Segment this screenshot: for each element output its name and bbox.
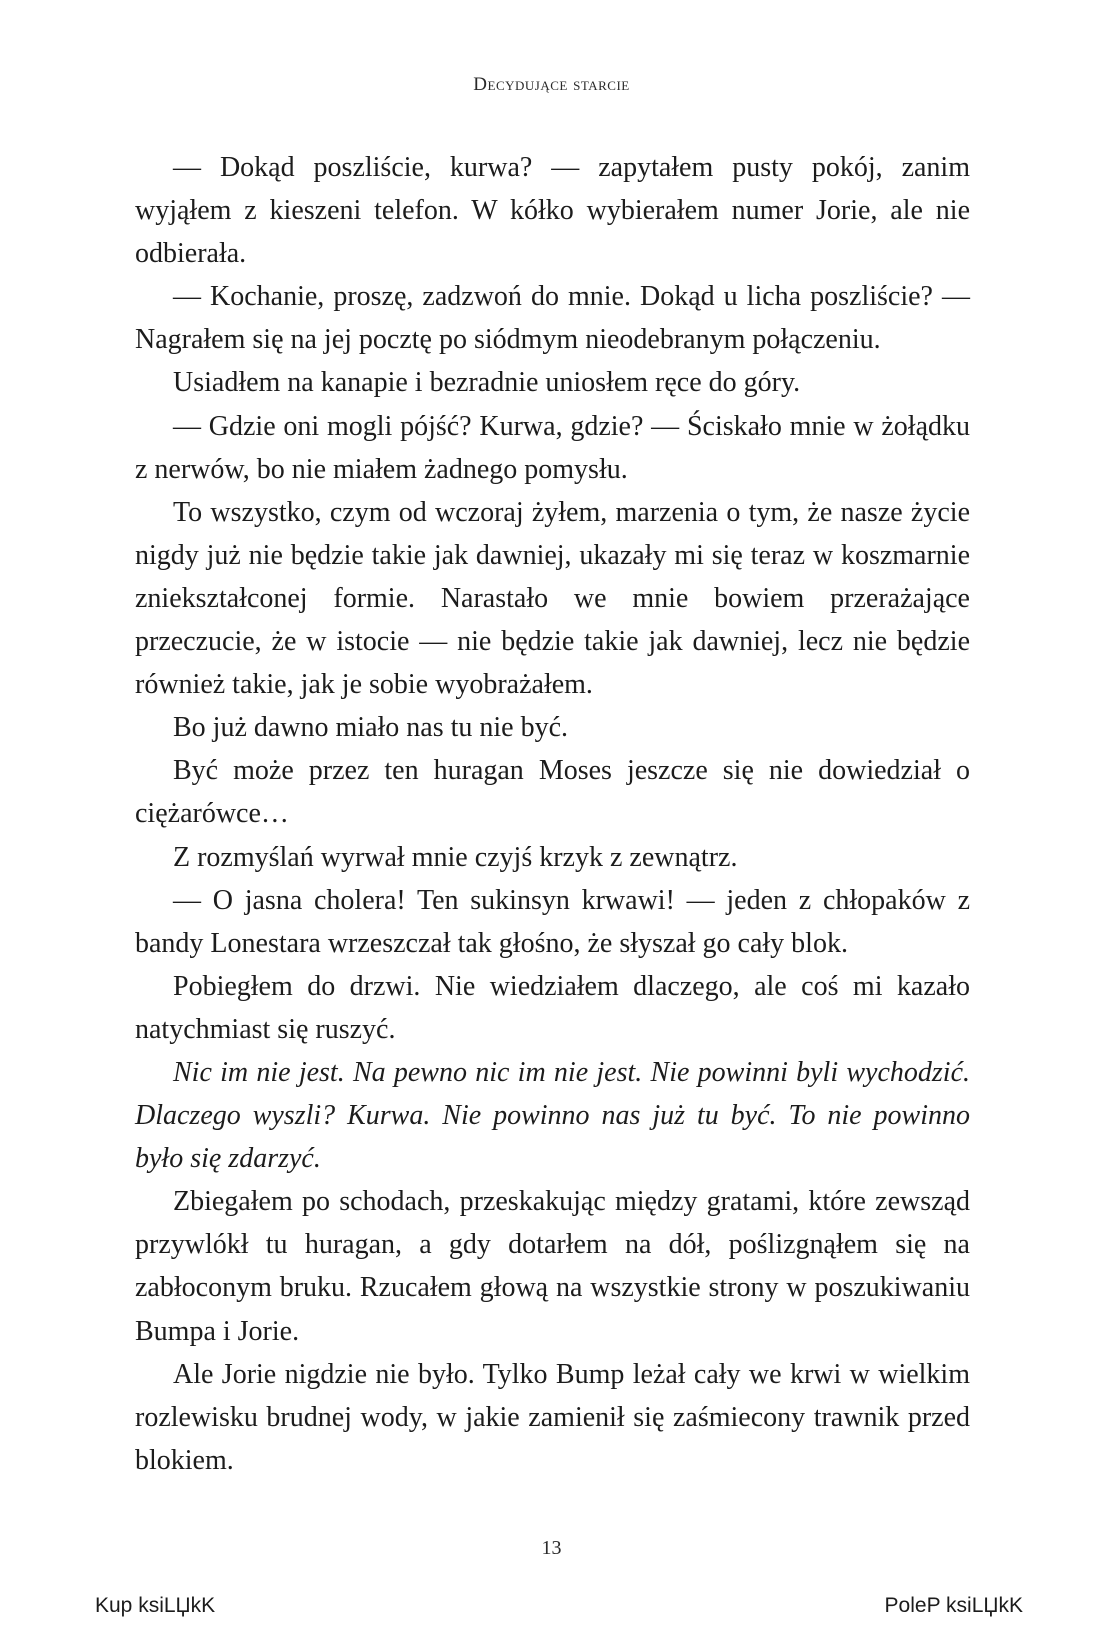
paragraph: — Kochanie, proszę, zadzwoń do mnie. Dokąd u licha poszliście? — Nagrałem się na jej pocztę po siódmym nieodebranym połączeniu. [135,281,970,356]
paragraph: Z rozmyślań wyrwał mnie czyjś krzyk z zewnątrz. [173,841,738,873]
recommend-book-link[interactable]: PoleP ksiLЏkK [884,1594,1023,1617]
paragraph: Być może przez ten huragan Moses jeszcze się nie dowiedział o ciężarówce… [135,755,970,830]
paragraph: Ale Jorie nigdzie nie było. Tylko Bump leżał cały we krwi w wielkim rozlewisku brudnej wody, w jakie zamienił się zaśmiecony trawnik przed blokiem. [135,1358,970,1476]
paragraph: — O jasna cholera! Ten sukinsyn krwawi! — jeden z chłopaków z bandy Lonestara wrzeszczał tak głośno, że słyszał go cały blok. [135,884,970,959]
paragraph: To wszystko, czym od wczoraj żyłem, marzenia o tym, że nasze życie nigdy już nie będzie takie jak dawniej, ukazały mi się teraz w koszmarnie zniekształconej formie. Narastało we mnie bowiem przerażające przeczucie, że w istocie — nie będzie takie jak dawniej, lecz nie będzie również takie, jak je sobie wyobrażałem. [135,496,970,701]
paragraph: Bo już dawno miało nas tu nie być. [173,712,569,744]
paragraph: Usiadłem na kanapie i bezradnie uniosłem ręce do góry. [173,367,801,399]
paragraph: Zbiegałem po schodach, przeskakując między gratami, które zewsząd przywlókł tu huragan, a gdy dotarłem na dół, poślizgnąłem się na zabłoconym bruku. Rzucałem głową na wszystkie strony w poszukiwaniu Bumpa i Jorie. [135,1186,970,1347]
paragraph-italic-thought: Nic im nie jest. Na pewno nic im nie jest. Nie powinni byli wychodzić. Dlaczego wyszli? Kurwa. Nie powinno nas już tu być. To nie powinno było się zdarzyć. [135,1056,970,1175]
paragraph: — Dokąd poszliście, kurwa? — zapytałem pusty pokój, zanim wyjąłem z kieszeni telefon. W kółko wybierałem numer Jorie, ale nie odbierała. [135,152,970,270]
paragraph: — Gdzie oni mogli pójść? Kurwa, gdzie? — Ściskało mnie w żołądku z nerwów, bo nie miałem żadnego pomysłu. [135,410,970,485]
page-number: 13 [541,1537,562,1559]
buy-book-link[interactable]: Kup ksiLЏkK [95,1594,216,1617]
paragraph: Pobiegłem do drzwi. Nie wiedziałem dlaczego, ale coś mi kazało natychmiast się ruszyć. [135,970,970,1045]
running-header: Decydujące starcie [473,74,630,95]
body-text [135,146,970,1482]
